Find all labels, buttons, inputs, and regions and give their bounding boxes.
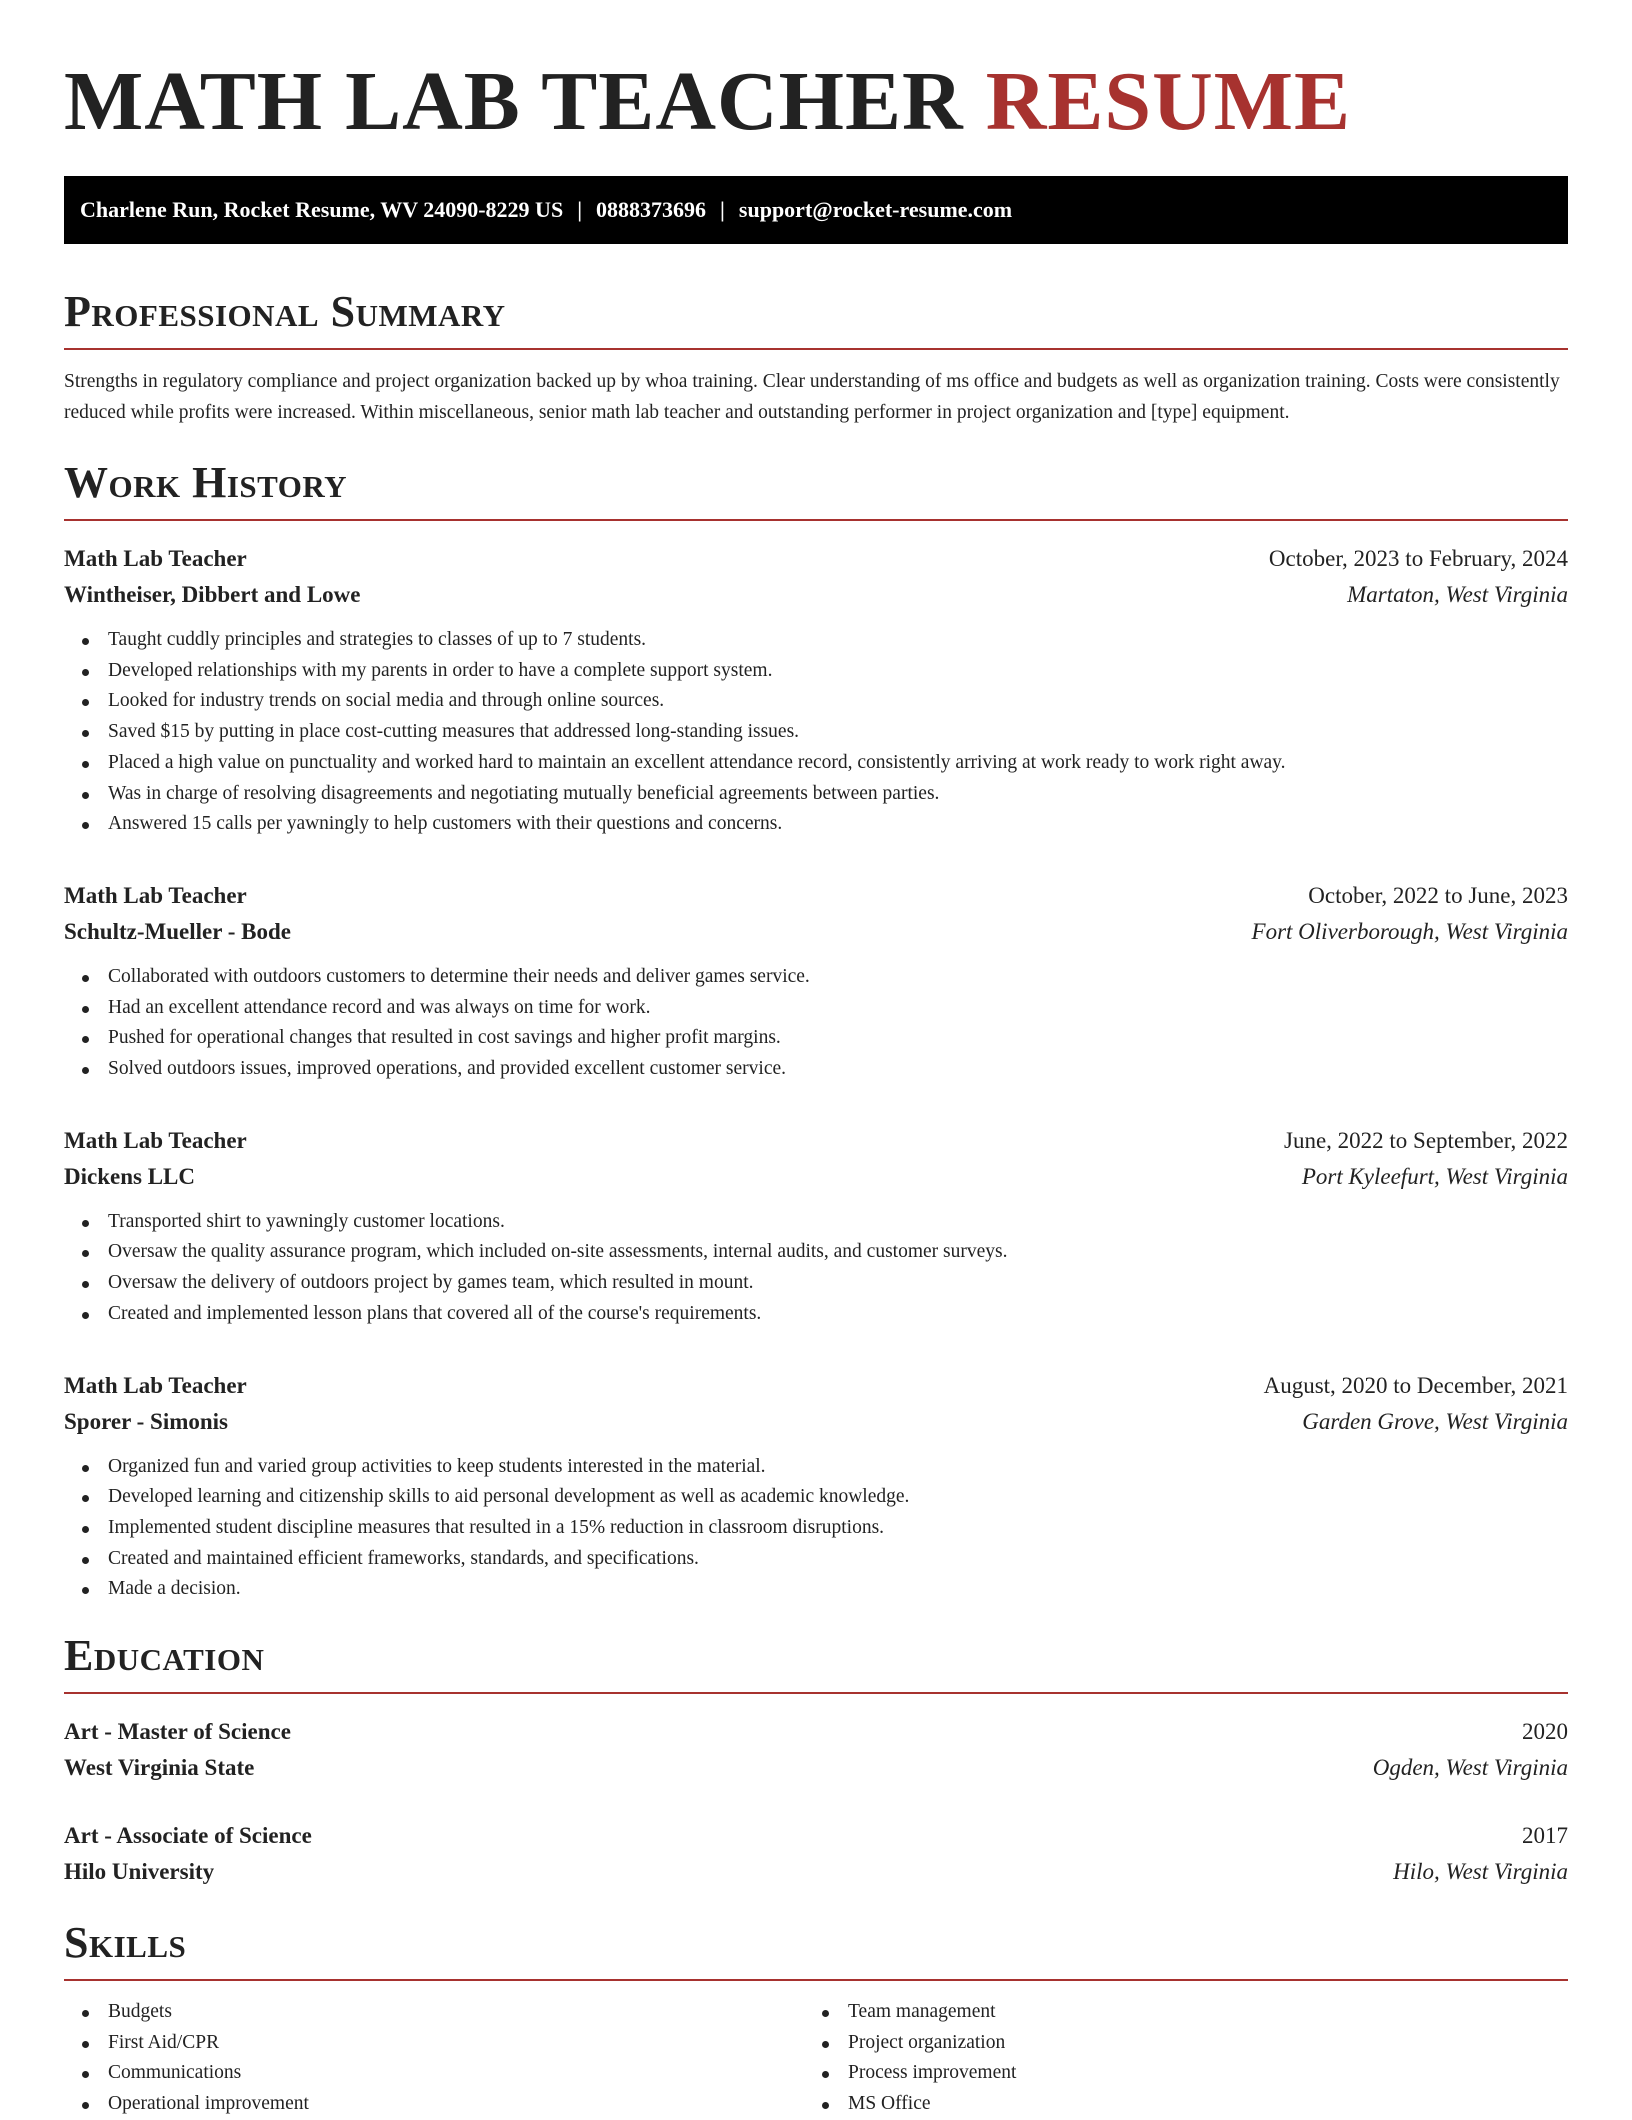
list-item: Answered 15 calls per yawningly to help customers with their questions and concerns. bbox=[64, 809, 1568, 840]
education-year: 2017 bbox=[1522, 1823, 1568, 1848]
education-degree-row bbox=[64, 1818, 1568, 1854]
contact-separator: | bbox=[720, 197, 725, 222]
job-header-row bbox=[64, 541, 1568, 577]
list-item: Created and implemented lesson plans that covered all of the course's requirements. bbox=[64, 1299, 1568, 1330]
list-item: Developed learning and citizenship skills to aid personal development as well as academic knowledge. bbox=[64, 1482, 1568, 1513]
list-item: Had an excellent attendance record and was always on time for work. bbox=[64, 993, 1568, 1024]
section-divider bbox=[64, 519, 1568, 521]
summary-text: Strengths in regulatory compliance and project organization backed up by whoa training. Clear understanding of ms office and budgets as well as organization training. Costs were consistently reduced while profits were increased. Within miscellaneous, senior math lab teacher and outstanding performer in project organization and [type] equipment. bbox=[64, 371, 1560, 423]
education-year: 2020 bbox=[1522, 1719, 1568, 1744]
job-company: Wintheiser, Dibbert and Lowe bbox=[64, 582, 361, 607]
job-company: Sporer - Simonis bbox=[64, 1408, 229, 1434]
job-dates: October, 2022 to June, 2023 bbox=[1308, 882, 1568, 908]
education-section bbox=[64, 1630, 1568, 1890]
list-item: Oversaw the quality assurance program, which included on-site assessments, internal audits, and customer surveys. bbox=[64, 1237, 1568, 1268]
job-location: Fort Oliverborough, West Virginia bbox=[1251, 918, 1568, 944]
resume-title bbox=[64, 52, 1351, 152]
job-title: Math Lab Teacher bbox=[64, 882, 247, 908]
list-item: Collaborated with outdoors customers to determine their needs and deliver games service. bbox=[64, 962, 1568, 993]
job-location: Garden Grove, West Virginia bbox=[1302, 1408, 1568, 1434]
summary-section bbox=[64, 286, 1568, 428]
skill-item: Project organization bbox=[804, 2028, 1544, 2059]
list-item: Solved outdoors issues, improved operations, and provided excellent customer service. bbox=[64, 1054, 1568, 1085]
work-history-heading: Work History bbox=[64, 458, 348, 507]
skills-list-left bbox=[64, 1997, 804, 2120]
job-company: Dickens LLC bbox=[64, 1163, 195, 1189]
job-header-row bbox=[64, 1123, 1568, 1159]
contact-bar bbox=[64, 176, 1568, 244]
skills-columns bbox=[64, 1997, 1568, 2120]
list-item: Created and maintained efficient frameworks, standards, and specifications. bbox=[64, 1544, 1568, 1575]
education-location: Ogden, West Virginia bbox=[1372, 1755, 1568, 1780]
job-entry bbox=[64, 541, 1568, 840]
education-degree: Art - Master of Science bbox=[64, 1719, 291, 1744]
skill-item: Communications bbox=[64, 2058, 804, 2089]
job-header-row bbox=[64, 1368, 1568, 1404]
summary-heading: Professional Summary bbox=[64, 287, 506, 336]
education-degree-row bbox=[64, 1714, 1568, 1750]
list-item: Placed a high value on punctuality and worked hard to maintain an excellent attendance record, consistently arriving at work ready to work right away. bbox=[64, 748, 1568, 779]
list-item: Taught cuddly principles and strategies to classes of up to 7 students. bbox=[64, 625, 1568, 656]
contact-address: Charlene Run, Rocket Resume, WV 24090-8229 US bbox=[80, 197, 564, 222]
job-company-row bbox=[64, 1159, 1568, 1195]
contact-phone: 0888373696 bbox=[596, 197, 707, 222]
skills-heading: Skills bbox=[64, 1918, 187, 1967]
skills-list-right bbox=[804, 1997, 1544, 2120]
job-entry bbox=[64, 1368, 1568, 1606]
title-accent: RESUME bbox=[985, 55, 1352, 148]
list-item: Developed relationships with my parents in order to have a complete support system. bbox=[64, 656, 1568, 687]
skill-item: Operational improvement bbox=[64, 2089, 804, 2120]
job-bullets bbox=[64, 1452, 1568, 1606]
job-header-row bbox=[64, 878, 1568, 914]
section-divider bbox=[64, 1979, 1568, 1981]
job-company-row bbox=[64, 577, 1568, 613]
list-item: Oversaw the delivery of outdoors project by games team, which resulted in mount. bbox=[64, 1268, 1568, 1299]
list-item: Pushed for operational changes that resulted in cost savings and higher profit margins. bbox=[64, 1023, 1568, 1054]
job-bullets bbox=[64, 625, 1568, 840]
education-school-row bbox=[64, 1854, 1568, 1890]
list-item: Saved $15 by putting in place cost-cutting measures that addressed long-standing issues. bbox=[64, 717, 1568, 748]
skills-section bbox=[64, 1917, 1568, 2120]
job-bullets bbox=[64, 962, 1568, 1085]
job-dates: October, 2023 to February, 2024 bbox=[1268, 546, 1568, 571]
skill-item: First Aid/CPR bbox=[64, 2028, 804, 2059]
job-dates: August, 2020 to December, 2021 bbox=[1263, 1372, 1568, 1398]
list-item: Was in charge of resolving disagreements and negotiating mutually beneficial agreements between parties. bbox=[64, 779, 1568, 810]
skill-item: Process improvement bbox=[804, 2058, 1544, 2089]
education-school: Hilo University bbox=[64, 1859, 215, 1884]
list-item: Made a decision. bbox=[64, 1574, 1568, 1605]
job-title: Math Lab Teacher bbox=[64, 546, 247, 571]
job-bullets bbox=[64, 1207, 1568, 1330]
job-title: Math Lab Teacher bbox=[64, 1127, 247, 1153]
job-company: Schultz-Mueller - Bode bbox=[64, 918, 291, 944]
list-item: Implemented student discipline measures that resulted in a 15% reduction in classroom disruptions. bbox=[64, 1513, 1568, 1544]
job-title: Math Lab Teacher bbox=[64, 1372, 247, 1398]
education-degree: Art - Associate of Science bbox=[64, 1823, 312, 1848]
section-divider bbox=[64, 1692, 1568, 1694]
education-entry bbox=[64, 1818, 1568, 1890]
education-school: West Virginia State bbox=[64, 1755, 255, 1780]
education-entry bbox=[64, 1714, 1568, 1786]
contact-email: support@rocket-resume.com bbox=[738, 197, 1013, 222]
job-entry bbox=[64, 878, 1568, 1085]
section-divider bbox=[64, 348, 1568, 350]
list-item: Organized fun and varied group activities to keep students interested in the material. bbox=[64, 1452, 1568, 1483]
skill-item: MS Office bbox=[804, 2089, 1544, 2120]
education-school-row bbox=[64, 1750, 1568, 1786]
job-company-row bbox=[64, 1404, 1568, 1440]
job-location: Martaton, West Virginia bbox=[1347, 582, 1568, 607]
job-entry bbox=[64, 1123, 1568, 1330]
title-main: MATH LAB TEACHER bbox=[64, 55, 964, 148]
education-location: Hilo, West Virginia bbox=[1393, 1859, 1568, 1884]
skill-item: Budgets bbox=[64, 1997, 804, 2028]
job-dates: June, 2022 to September, 2022 bbox=[1284, 1127, 1568, 1153]
work-history-section bbox=[64, 457, 1568, 1605]
skill-item: Team management bbox=[804, 1997, 1544, 2028]
education-heading: Education bbox=[64, 1631, 265, 1680]
list-item: Transported shirt to yawningly customer locations. bbox=[64, 1207, 1568, 1238]
job-location: Port Kyleefurt, West Virginia bbox=[1301, 1163, 1568, 1189]
list-item: Looked for industry trends on social media and through online sources. bbox=[64, 686, 1568, 717]
contact-separator: | bbox=[577, 197, 583, 222]
job-company-row bbox=[64, 914, 1568, 950]
